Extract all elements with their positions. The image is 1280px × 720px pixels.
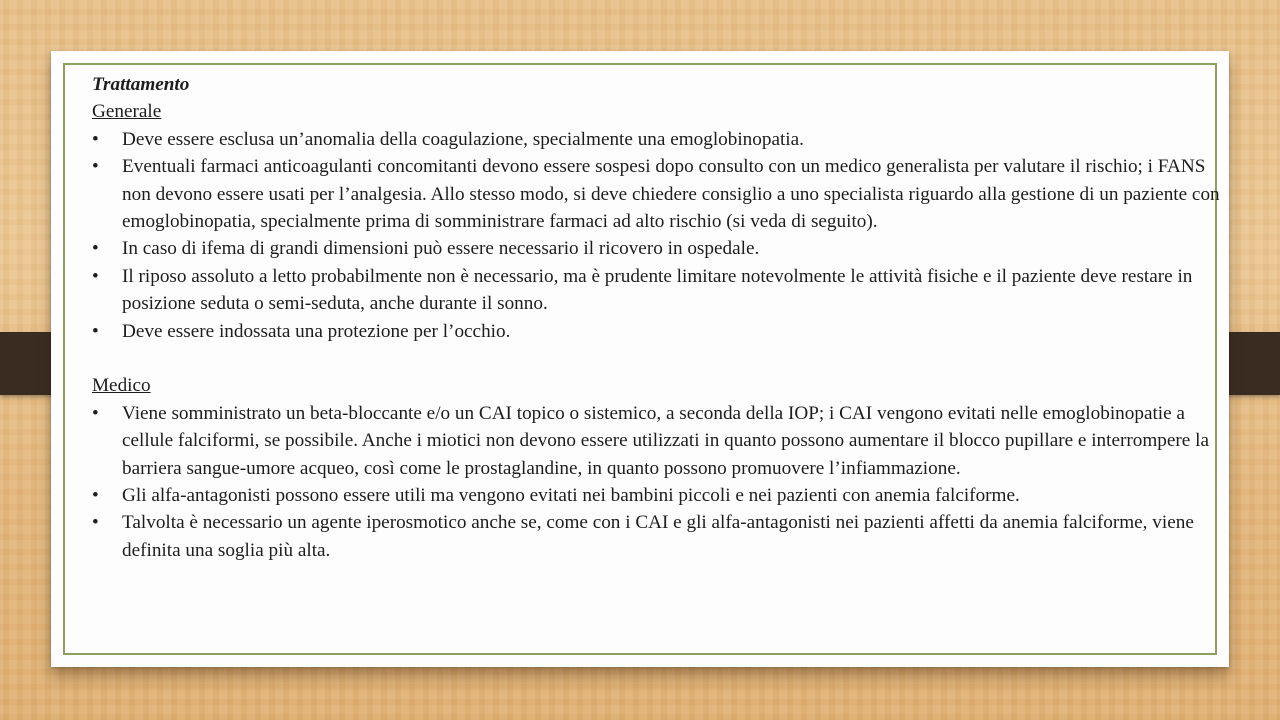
- list-item: • Il riposo assoluto a letto probabilmente non è necessario, ma è prudente limitare notevolmente le attività fisiche e il paziente deve restare in posizione seduta o semi-seduta, anche durante il sonno.: [92, 263, 1222, 318]
- bullet-list-generale: [92, 126, 1222, 345]
- list-item: • Gli alfa-antagonisti possono essere utili ma vengono evitati nei bambini piccoli e nei pazienti con anemia falciforme.: [92, 482, 1222, 509]
- section-spacer: [92, 345, 1222, 372]
- list-item: • Eventuali farmaci anticoagulanti concomitanti devono essere sospesi dopo consulto con un medico generalista per valutare il rischio; i FANS non devono essere usati per l’analgesia. Allo stesso modo, si deve chiedere consiglio a uno specialista riguardo alla gestione di un paziente con emoglobinopatia, specialmente prima di somministrare farmaci ad alto rischio (si veda di seguito).: [92, 153, 1222, 235]
- list-item: • Talvolta è necessario un agente iperosmotico anche se, come con i CAI e gli alfa-antagonisti nei pazienti affetti da anemia falciforme, viene definita una soglia più alta.: [92, 509, 1222, 564]
- slide-paper: [51, 51, 1229, 667]
- bullet-list-medico: [92, 400, 1222, 564]
- section-heading-medico: Medico: [92, 375, 151, 397]
- list-item: • Deve essere indossata una protezione per l’occhio.: [92, 318, 1222, 345]
- section-heading-generale: Generale: [92, 101, 162, 123]
- list-item: • Deve essere esclusa un’anomalia della coagulazione, specialmente una emoglobinopatia.: [92, 126, 1222, 153]
- list-item: • Viene somministrato un beta-bloccante e/o un CAI topico o sistemico, a seconda della IOP; i CAI vengono evitati nelle emoglobinopatie a cellule falciformi, se possibile. Anche i miotici non devono essere utilizzati in quanto possono aumentare il blocco pupillare e interrompere la barriera sangue-umore acqueo, così come le prostaglandine, in quanto possono promuovere l’infiammazione.: [92, 400, 1222, 482]
- list-item: • In caso di ifema di grandi dimensioni può essere necessario il ricovero in ospedale.: [92, 235, 1222, 262]
- slide-content: [92, 71, 1222, 564]
- slide-title: Trattamento: [92, 74, 190, 95]
